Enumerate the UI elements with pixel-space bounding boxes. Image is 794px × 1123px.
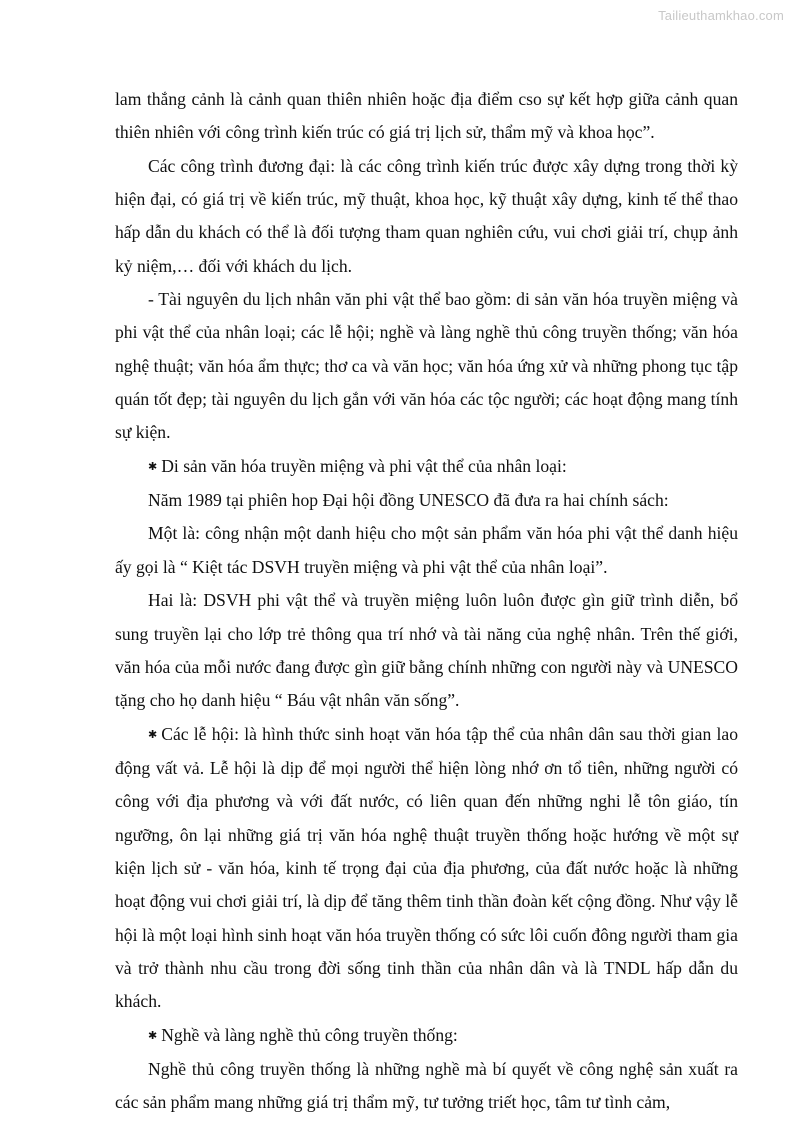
bullet-icon: ✱ (148, 728, 158, 741)
paragraph-text: Năm 1989 tại phiên hop Đại hội đồng UNESCO đã đưa ra hai chính sách: (148, 490, 669, 511)
bullet-icon: ✱ (148, 460, 158, 473)
paragraph-text: Các lễ hội: là hình thức sinh hoạt văn hóa tập thể của nhân dân sau thời gian lao động vất vả. Lễ hội là dịp để mọi người thể hiện lòng nhớ ơn tổ tiên, những người có công với địa phương và với đất nước, có liên quan đến những nghi lễ tôn giáo, tín ngưỡng, ôn lại những giá trị văn hóa nghệ thuật truyền thống hoặc hướng về một sự kiện lịch sử - văn hóa, kinh tế trọng đại của địa phương, của đất nước hoặc là những hoạt động vui chơi giải trí, là dịp để tăng thêm tinh thần đoàn kết cộng đồng. Như vậy lễ hội là một loại hình sinh hoạt văn hóa truyền thống có sức lôi cuốn đông người tham gia và trở thành nhu cầu trong đời sống tinh thần của nhân dân và là TNDL hấp dẫn du khách. (115, 723, 738, 1012)
paragraph (115, 1053, 738, 1120)
document-page (115, 83, 738, 1120)
paragraph (115, 150, 738, 283)
paragraph-text: Các công trình đương đại: là các công trình kiến trúc được xây dựng trong thời kỳ hiện đại, có giá trị về kiến trúc, mỹ thuật, khoa học, kỹ thuật xây dựng, kinh tế thể thao hấp dẫn du khách có thể là đối tượng tham quan nghiên cứu, vui chơi giải trí, chụp ảnh kỷ niệm,… đối với khách du lịch. (115, 155, 738, 276)
watermark: Tailieuthamkhao.com (658, 8, 784, 23)
paragraph (115, 584, 738, 717)
bullet-paragraph (115, 450, 738, 484)
bullet-paragraph (115, 718, 738, 1019)
paragraph (115, 517, 738, 584)
paragraph-text: Nghề và làng nghề thủ công truyền thống: (161, 1024, 458, 1045)
paragraph-text: Di sản văn hóa truyền miệng và phi vật thể của nhân loại: (161, 455, 567, 476)
paragraph-text: lam thắng cảnh là cảnh quan thiên nhiên hoặc địa điểm cso sự kết hợp giữa cảnh quan thiên nhiên với công trình kiến trúc có giá trị lịch sử, thẩm mỹ và khoa học”. (115, 89, 738, 143)
paragraph (115, 83, 738, 150)
paragraph-text: Hai là: DSVH phi vật thể và truyền miệng luôn luôn được gìn giữ trình diễn, bổ sung truyền lại cho lớp trẻ thông qua trí nhớ và tài năng của nghệ nhân. Trên thế giới, văn hóa của mỗi nước đang được gìn giữ bằng chính những con người này và UNESCO tặng cho họ danh hiệu “ Báu vật nhân văn sống”. (115, 590, 738, 711)
bullet-icon: ✱ (148, 1029, 158, 1042)
paragraph (115, 283, 738, 450)
paragraph-text: Nghề thủ công truyền thống là những nghề mà bí quyết về công nghệ sản xuất ra các sản phẩm mang những giá trị thẩm mỹ, tư tưởng triết học, tâm tư tình cảm, (115, 1058, 738, 1113)
bullet-paragraph (115, 1019, 738, 1053)
paragraph-text: Một là: công nhận một danh hiệu cho một sản phẩm văn hóa phi vật thể danh hiệu ấy gọi là “ Kiệt tác DSVH truyền miệng và phi vật thể của nhân loại”. (115, 523, 738, 577)
paragraph (115, 484, 738, 517)
paragraph-text: - Tài nguyên du lịch nhân văn phi vật thể bao gồm: di sản văn hóa truyền miệng và phi vật thể của nhân loại; các lễ hội; nghề và làng nghề thủ công truyền thống; văn hóa nghệ thuật; văn hóa ẩm thực; thơ ca và văn học; văn hóa ứng xử và những phong tục tập quán tốt đẹp; tài nguyên du lịch gắn với văn hóa các tộc người; các hoạt động mang tính sự kiện. (115, 289, 738, 443)
